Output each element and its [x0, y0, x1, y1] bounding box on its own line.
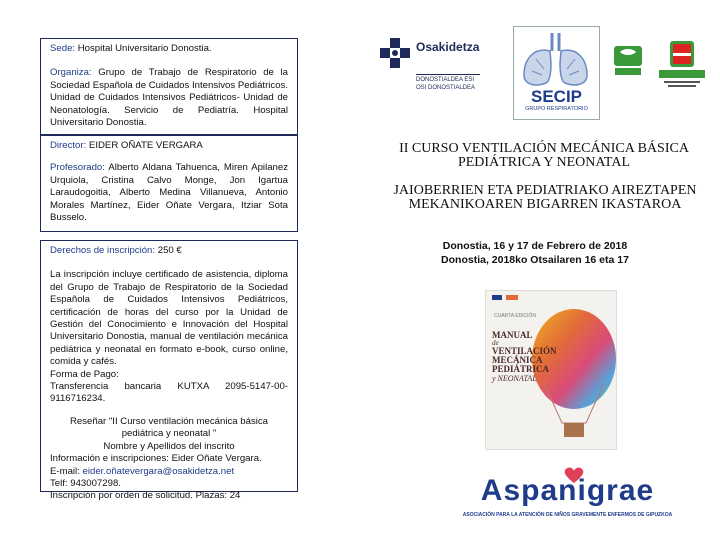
profesorado-text: Alberto Aldana Tahuenca, Miren Apilanez Urquiola, Cristina Calvo Monge, Jon Igartua Laraudogoitia, Alberto Medina Villanueva, Antonio Morales Martínez, Eider Oñate Vergara, Itziar Sota Busselo. — [50, 162, 288, 224]
organiza-text: Grupo de Trabajo de Respiratorio de la Sociedad Española de Cuidados Intensivos Pediátricos. Unidad de Cuidados Intensivos Pediátricos- Unidad de Neonatología. Servicio de Pediatría. Hospital Universitario Donostia. — [50, 67, 289, 129]
course-title-es: II CURSO VENTILACIÓN MECÁNICA BÁSICA PEDIÁTRICA Y NEONATAL — [399, 141, 689, 170]
sede-label: Sede: — [50, 43, 76, 54]
book-title-line-4: MECÁNICA — [492, 355, 543, 365]
lungs-icon — [514, 29, 597, 91]
name-instruction: Nombre y Apellidos del inscrito — [103, 440, 235, 452]
course-date-es: Donostia, 16 y 17 de Febrero de 2018 — [442, 240, 628, 252]
payment-form-label: Forma de Pago: — [50, 368, 119, 380]
venue-line — [50, 43, 288, 55]
aspanigrae-sub: ASOCIACIÓN PARA LA ATENCIÓN DE NIÑOS GRAVEMENTE ENFERMOS DE GIPUZKOA — [462, 512, 673, 518]
email-link[interactable]: eider.oñatevergara@osakidetza.net — [82, 465, 235, 477]
secip-logo — [513, 26, 600, 120]
manual-book-cover — [485, 290, 617, 450]
email-label: E-mail: — [50, 465, 80, 477]
osakidetza-divider — [416, 74, 480, 75]
profesorado-label: Profesorado: — [50, 162, 105, 174]
book-title-line-2: de — [492, 339, 499, 347]
osakidetza-name: Osakidetza — [416, 40, 480, 54]
phone-line: Telf: 943007298. — [50, 477, 121, 489]
basque-gov-logo — [654, 40, 710, 90]
osakidetza-sub1: DONOSTIALDEA ESI — [416, 77, 475, 83]
derechos-value: 250 € — [157, 245, 182, 256]
director-line — [50, 140, 288, 152]
course-date-eu: Donostia, 2018ko Otsailaren 16 eta 17 — [441, 254, 629, 266]
secip-sub: GRUPO RESPIRATORIO — [525, 106, 588, 112]
transfer-line: Transferencia bancaria KUTXA 2095-5147-00-9116716234. — [50, 381, 288, 405]
faculty-paragraph — [50, 162, 288, 224]
osakidetza-sub2: OSI DONOSTIALDEA — [416, 85, 476, 91]
book-edition: CUARTA EDICIÓN — [494, 313, 537, 319]
aspanigrae-name: Aspanigrae — [480, 474, 655, 507]
sede-value: Hospital Universitario Donostia. — [77, 43, 212, 54]
green-seal-icon — [612, 44, 644, 78]
book-title-line-6: y NEONATAL — [492, 374, 537, 383]
reference-instruction: Reseñar "II Curso ventilación mecánica básica pediátrica y neonatal " — [69, 415, 269, 440]
secip-name: SECIP — [530, 87, 583, 106]
director-label: Director: — [50, 140, 87, 151]
fee-line — [50, 245, 288, 257]
faculty-box — [40, 134, 298, 232]
book-title-block — [492, 331, 564, 383]
inscripcion-paragraph: La inscripción incluye certificado de asistencia, diploma del Grupo de Trabajo de Respiratorio de la Sociedad Española de Cuidados Intensivos Pediátricos, certificación de horas del curso por la Unidad de Gestión del Conocimiento e Innovación del Hospital Universitario Donostia, manual de ventilación mecánica pediátrica y neonatal en formato e-book, curso online, comida y cafés. — [50, 269, 288, 368]
director-value: EIDER OÑATE VERGARA — [88, 140, 203, 151]
book-title-line-1: MANUAL — [492, 330, 533, 340]
osakidetza-logo — [380, 38, 490, 98]
venue-organizer-box — [40, 38, 298, 136]
registration-box — [40, 240, 298, 502]
seats-line: Inscripción por orden de solicitud. Plazas: 24 — [50, 490, 241, 502]
derechos-label: Derechos de inscripción: — [50, 245, 156, 256]
course-title-eu: JAIOBERRIEN ETA PEDIATRIAKO AIREZTAPEN MEKANIKOAREN BIGARREN IKASTAROA — [393, 183, 697, 212]
osakidetza-symbol-icon — [380, 38, 410, 68]
email-line — [50, 466, 288, 478]
organizer-paragraph — [50, 67, 288, 129]
organiza-label: Organiza: — [50, 67, 92, 79]
aspanigrae-logo — [430, 466, 705, 522]
book-title-line-5: PEDIÁTRICA — [492, 364, 550, 374]
green-seal-logo — [612, 44, 644, 78]
info-line: Información e inscripciones: Eider Oñate Vergara. — [50, 453, 262, 465]
basque-shield-icon — [654, 40, 710, 90]
book-title-line-3: VENTILACIÓN — [492, 346, 557, 356]
